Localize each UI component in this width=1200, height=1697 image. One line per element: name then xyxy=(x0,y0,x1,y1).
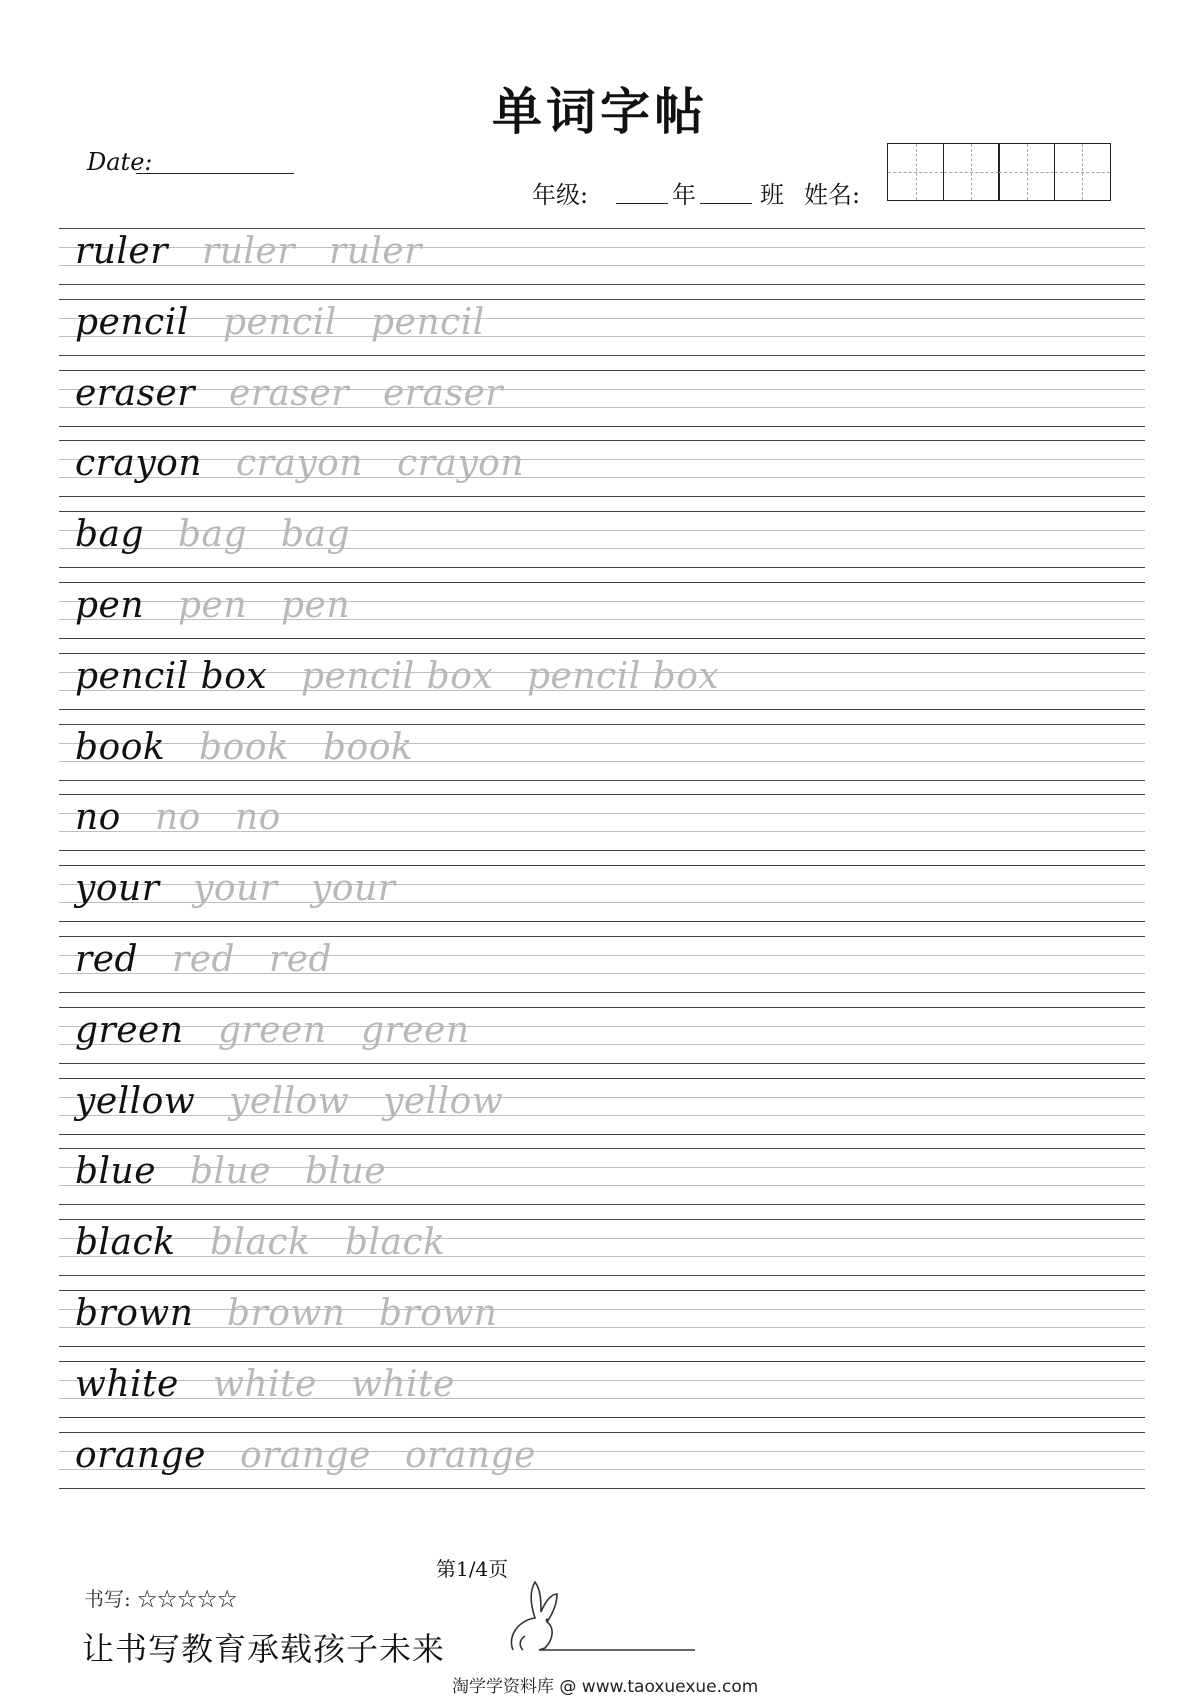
word-trace: eraser xyxy=(229,372,349,414)
guide-line xyxy=(59,389,1145,390)
guide-line xyxy=(59,459,1145,460)
grade-blank[interactable] xyxy=(616,175,668,204)
guide-line xyxy=(59,567,1145,568)
practice-row[interactable] xyxy=(59,1148,1145,1219)
guide-line xyxy=(59,1134,1145,1135)
word-model: yellow xyxy=(75,1080,196,1122)
guide-line xyxy=(59,780,1145,781)
guide-line xyxy=(59,299,1145,300)
page-number: 第1/4页 xyxy=(436,1557,509,1581)
word-trace: green xyxy=(361,1009,470,1051)
guide-line xyxy=(59,318,1145,319)
word-trace: pen xyxy=(178,584,248,626)
guide-line xyxy=(59,1275,1145,1276)
word-trace: brown xyxy=(379,1292,498,1334)
practice-row[interactable] xyxy=(59,794,1145,865)
word-model: pencil box xyxy=(75,655,268,697)
word-model: crayon xyxy=(75,443,203,485)
word-trace: no xyxy=(235,797,281,839)
word-trace: eraser xyxy=(383,372,503,414)
guide-line xyxy=(59,440,1145,441)
guide-line xyxy=(59,794,1145,795)
practice-row[interactable] xyxy=(59,299,1145,370)
word-trace: book xyxy=(199,726,290,768)
practice-row[interactable] xyxy=(59,1432,1145,1503)
guide-line xyxy=(59,1115,1145,1116)
name-cell[interactable] xyxy=(998,143,1055,201)
rabbit-icon xyxy=(505,1576,695,1656)
word-trace: pencil box xyxy=(527,655,720,697)
word-model: ruler xyxy=(75,231,168,272)
word-trace: white xyxy=(351,1363,455,1405)
guide-line xyxy=(59,336,1145,337)
practice-row[interactable] xyxy=(59,1007,1145,1078)
word-trace: ruler xyxy=(329,231,422,272)
footer-source: 淘学学资料库 @ www.taoxuexue.com xyxy=(452,1677,759,1697)
class-blank[interactable] xyxy=(700,175,752,204)
name-label: 姓名: xyxy=(804,181,861,209)
word-trace: green xyxy=(218,1009,327,1051)
word-trace: bag xyxy=(281,514,351,556)
word-trace: blue xyxy=(305,1151,387,1193)
word-trace: yellow xyxy=(383,1080,504,1122)
guide-line xyxy=(59,921,1145,922)
guide-line xyxy=(59,284,1145,285)
word-trace: pencil xyxy=(223,301,337,343)
word-model: no xyxy=(75,797,121,839)
word-trace: orange xyxy=(240,1434,371,1476)
word-trace: white xyxy=(213,1363,317,1405)
guide-line xyxy=(59,992,1145,993)
practice-row[interactable] xyxy=(59,1219,1145,1290)
word-trace: black xyxy=(345,1222,446,1264)
word-trace: no xyxy=(155,797,201,839)
grade-label: 年级: xyxy=(532,181,589,209)
word-model: book xyxy=(75,726,166,768)
word-model: orange xyxy=(75,1434,206,1476)
word-trace: pencil box xyxy=(301,655,494,697)
practice-row[interactable] xyxy=(59,724,1145,795)
guide-line xyxy=(59,850,1145,851)
word-trace: orange xyxy=(405,1434,536,1476)
name-cell[interactable] xyxy=(887,143,944,201)
name-grid[interactable] xyxy=(887,143,1111,201)
word-model: blue xyxy=(75,1151,157,1193)
guide-line xyxy=(59,477,1145,478)
word-trace: brown xyxy=(227,1292,346,1334)
practice-row[interactable] xyxy=(59,653,1145,724)
word-trace: pencil xyxy=(371,301,485,343)
guide-line xyxy=(59,831,1145,832)
guide-line xyxy=(59,426,1145,427)
guide-line xyxy=(59,1469,1145,1470)
name-cell[interactable] xyxy=(1054,143,1111,201)
year-label: 年 xyxy=(672,181,696,209)
slogan: 让书写教育承载孩子未来 xyxy=(82,1630,446,1668)
word-model: green xyxy=(75,1009,184,1051)
word-model: black xyxy=(75,1222,176,1264)
word-trace: pen xyxy=(281,584,351,626)
guide-line xyxy=(59,1451,1145,1452)
guide-line xyxy=(59,709,1145,710)
word-model: brown xyxy=(75,1292,194,1334)
practice-row[interactable] xyxy=(59,1078,1145,1149)
date-label: Date: xyxy=(87,148,153,176)
word-model: eraser xyxy=(75,372,195,414)
word-trace: blue xyxy=(190,1151,272,1193)
guide-line xyxy=(59,1097,1145,1098)
guide-line xyxy=(59,1432,1145,1433)
practice-row[interactable] xyxy=(59,1290,1145,1361)
word-trace: crayon xyxy=(397,443,525,485)
guide-line xyxy=(59,1309,1145,1310)
word-trace: bag xyxy=(178,514,248,556)
word-trace: ruler xyxy=(202,231,295,272)
word-trace: yellow xyxy=(229,1080,350,1122)
practice-row[interactable] xyxy=(59,228,1145,299)
word-trace: your xyxy=(311,868,396,910)
word-model: your xyxy=(75,868,160,910)
word-trace: crayon xyxy=(236,443,364,485)
guide-line xyxy=(59,1417,1145,1418)
guide-line xyxy=(59,813,1145,814)
word-model: pencil xyxy=(75,301,189,343)
guide-line xyxy=(59,1204,1145,1205)
practice-row[interactable] xyxy=(59,936,1145,1007)
class-label: 班 xyxy=(760,181,784,209)
word-model: white xyxy=(75,1363,179,1405)
practice-row[interactable] xyxy=(59,582,1145,653)
word-model: red xyxy=(75,938,139,980)
guide-line xyxy=(59,370,1145,371)
guide-line xyxy=(59,1078,1145,1079)
word-trace: red xyxy=(172,938,236,980)
word-trace: black xyxy=(210,1222,311,1264)
name-cell[interactable] xyxy=(943,143,1000,201)
guide-line xyxy=(59,1346,1145,1347)
guide-line xyxy=(59,1290,1145,1291)
practice-row[interactable] xyxy=(59,370,1145,441)
word-trace: book xyxy=(323,726,414,768)
writing-rating: 书写: ☆☆☆☆☆ xyxy=(84,1587,238,1611)
guide-line xyxy=(59,1488,1145,1489)
guide-line xyxy=(59,407,1145,408)
practice-row[interactable] xyxy=(59,511,1145,582)
page-title: 单词字帖 xyxy=(492,82,708,141)
guide-line xyxy=(59,496,1145,497)
word-trace: your xyxy=(193,868,278,910)
guide-line xyxy=(59,1063,1145,1064)
practice-row[interactable] xyxy=(59,1361,1145,1432)
guide-line xyxy=(59,355,1145,356)
word-model: pen xyxy=(75,584,145,626)
word-model: bag xyxy=(75,514,145,556)
date-blank[interactable] xyxy=(136,173,294,174)
practice-rows xyxy=(59,228,1145,1502)
guide-line xyxy=(59,638,1145,639)
practice-row[interactable] xyxy=(59,440,1145,511)
guide-line xyxy=(59,1327,1145,1328)
word-trace: red xyxy=(269,938,333,980)
practice-row[interactable] xyxy=(59,865,1145,936)
